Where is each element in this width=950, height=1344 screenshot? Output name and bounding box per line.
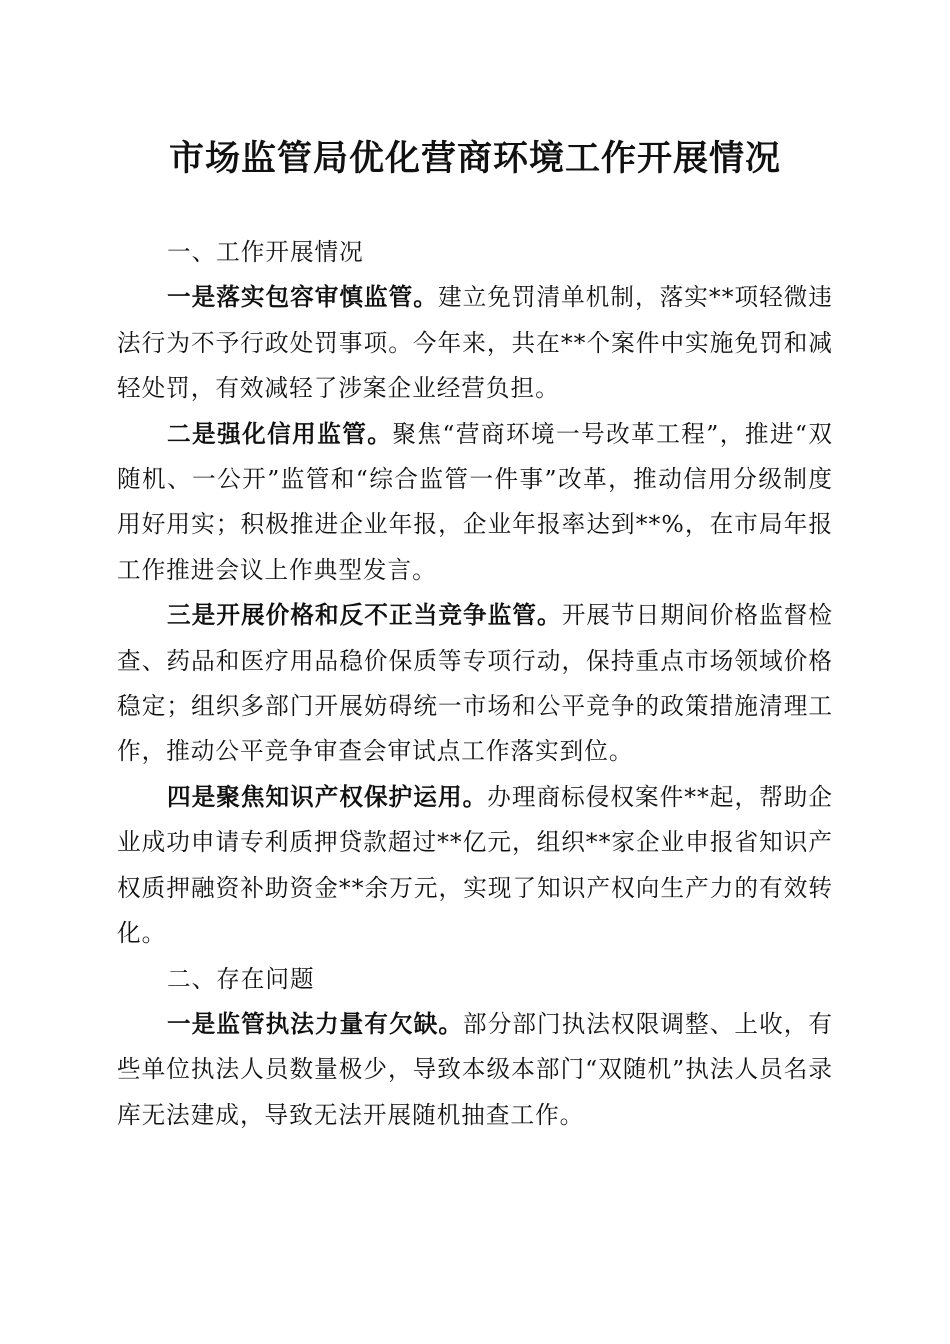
paragraph-lead: 二是强化信用监管。 bbox=[167, 419, 393, 448]
section-heading-existing-problems: 二、存在问题 bbox=[167, 964, 315, 993]
paragraph-credit-supervision bbox=[117, 412, 833, 594]
paragraph-lead: 一是落实包容审慎监管。 bbox=[167, 283, 438, 312]
section-heading-work-progress: 一、工作开展情况 bbox=[167, 238, 364, 266]
paragraph-text: 聚焦“营商环境一号改革工程”，推进“双随机、一公开”监管和“综合监管一件事”改革，推动信用分级制度用好用实；积极推进企业年报，企业年报率达到**%，在市局年报工作推进会议上作典型发言。 bbox=[117, 419, 834, 584]
paragraph-enforcement-capacity bbox=[117, 1002, 833, 1138]
paragraph-text: 开展节日期间价格监督检查、药品和医疗用品稳价保质等专项行动，保持重点市场领域价格稳定；组织多部门开展妨碍统一市场和公平竞争的政策措施清理工作，推动公平竞争审查会审试点工作落实到位。 bbox=[117, 601, 834, 766]
paragraph-intellectual-property bbox=[117, 775, 833, 957]
paragraph-inclusive-supervision bbox=[117, 275, 833, 411]
paragraph-lead: 一是监管执法力量有欠缺。 bbox=[167, 1009, 464, 1038]
paragraph-lead: 四是聚焦知识产权保护运用。 bbox=[167, 782, 488, 811]
page-title: 市场监管局优化营商环境工作开展情况 bbox=[168, 138, 781, 179]
paragraph-lead: 三是开展价格和反不正当竞争监管。 bbox=[167, 601, 562, 630]
paragraph-text: 部分部门执法权限调整、上收，有些单位执法人员数量极少，导致本级本部门“双随机”执法人员名录库无法建成，导致无法开展随机抽查工作。 bbox=[117, 1009, 834, 1129]
paragraph-price-competition bbox=[117, 593, 833, 775]
paragraph-text: 建立免罚清单机制，落实**项轻微违法行为不予行政处罚事项。今年来，共在**个案件中实施免罚和减轻处罚，有效减轻了涉案企业经营负担。 bbox=[117, 283, 834, 403]
document-body bbox=[117, 230, 833, 1138]
paragraph-text: 办理商标侵权案件**起，帮助企业成功申请专利质押贷款超过**亿元，组织**家企业申报省知识产权质押融资补助资金**余万元，实现了知识产权向生产力的有效转化。 bbox=[117, 782, 833, 948]
